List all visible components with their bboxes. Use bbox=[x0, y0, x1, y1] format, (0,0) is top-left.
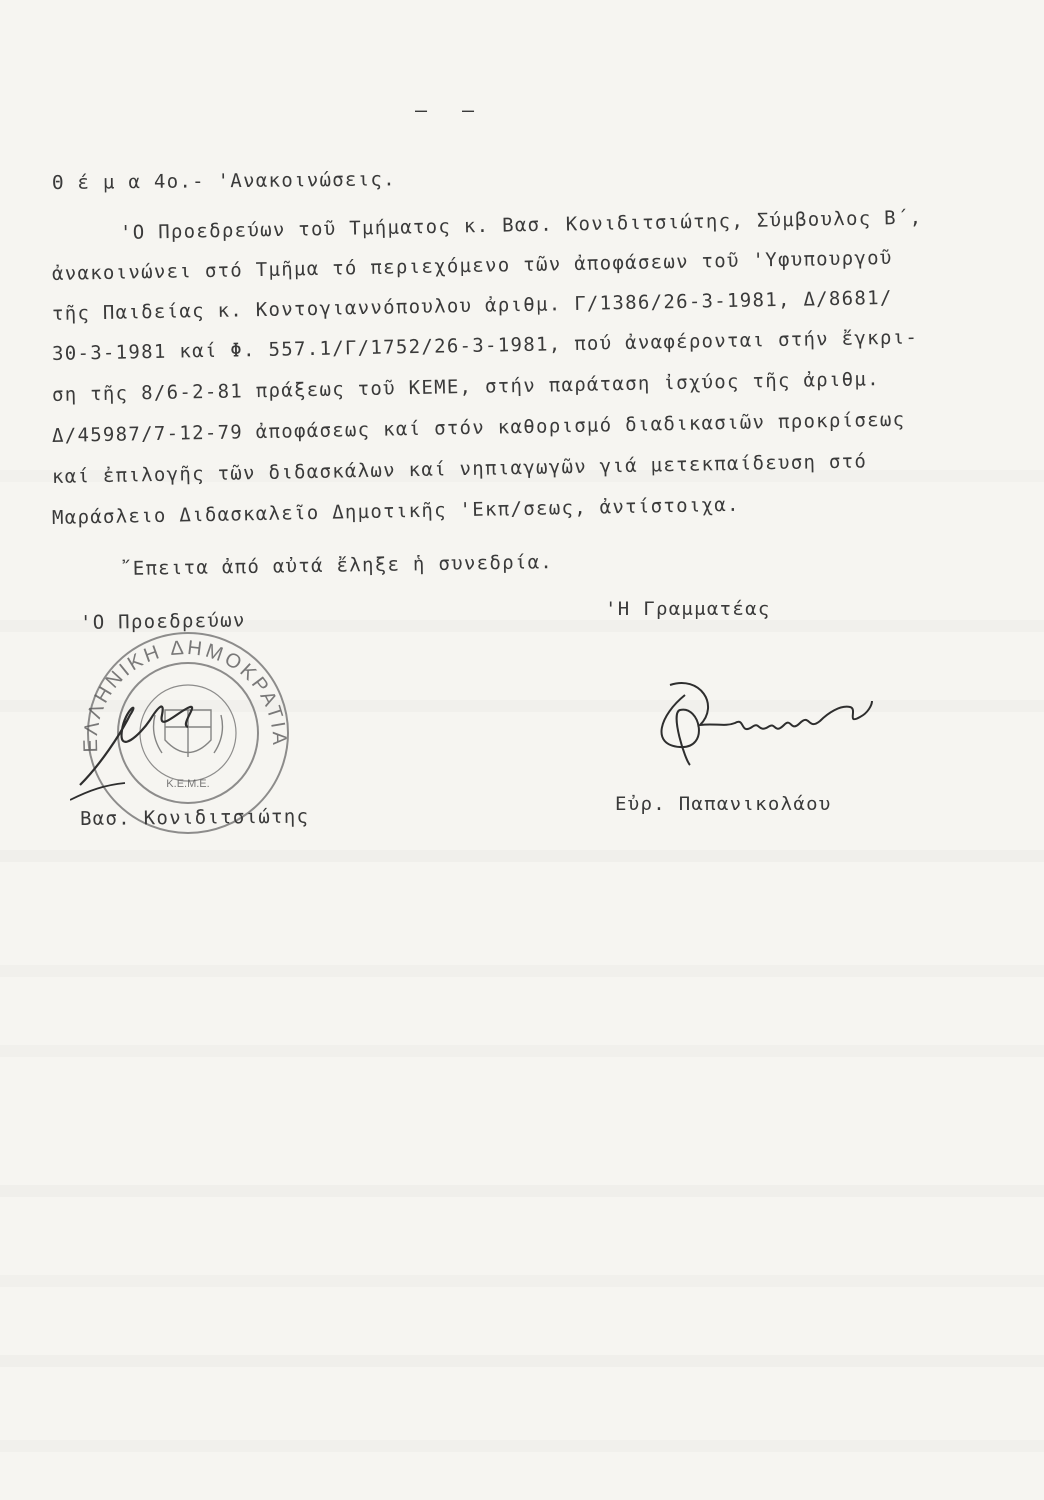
paragraph-line: τῆς Παιδείας κ. Κοντογιαννόπουλου ἀριθμ. Γ/1386/26-3-1981, Δ/8681/ bbox=[51, 286, 893, 325]
page-marker-right: – bbox=[462, 98, 475, 122]
paragraph-line: ση τῆς 8/6-2-81 πράξεως τοῦ ΚΕΜΕ, στήν παράταση ἰσχύος τῆς ἀριθμ. bbox=[51, 368, 881, 406]
closing-statement: ῎Επειτα ἀπό αὐτά ἔληξε ἡ συνεδρία. bbox=[119, 551, 554, 580]
paragraph-line: Μαράσλειο Διδασκαλεῖο Δημοτικῆς 'Εκπ/σεως, ἀντίστοιχα. bbox=[51, 493, 740, 529]
left-signatory-name: Βασ. Κονιδιτσιώτης bbox=[79, 805, 310, 830]
paragraph-line: ἀνακοινώνει στό Τμῆμα τό περιεχόμενο τῶν ἀποφάσεων τοῦ 'Υφυπουργοῦ bbox=[51, 246, 893, 285]
paragraph-line: καί ἐπιλογῆς τῶν διδασκάλων καί νηπιαγωγῶν γιά μετεκπαίδευση στό bbox=[51, 450, 868, 488]
section-heading: Θ έ μ α 4ο.- 'Ανακοινώσεις. bbox=[51, 168, 397, 194]
right-signatory-role: 'Η Γραμματέας bbox=[605, 598, 771, 620]
paragraph-line: 'Ο Προεδρεύων τοῦ Τμήματος κ. Βασ. Κονιδιτσιώτης, Σύμβουλος Β΄, bbox=[119, 206, 923, 244]
right-signatory-name: Εὐρ. Παπανικολάου bbox=[615, 793, 832, 815]
stamp-outer-text: ΕΛΛΗΝΙΚΗ ΔΗΜΟΚΡΑΤΙΑ bbox=[79, 636, 291, 753]
left-signatory-role: 'Ο Προεδρεύων bbox=[79, 609, 246, 634]
page-marker-left: – bbox=[415, 98, 428, 122]
stamp-bottom-text: Κ.Ε.Μ.Ε. bbox=[166, 778, 210, 790]
paragraph-line: 30-3-1981 καί Φ. 557.1/Γ/1752/26-3-1981, πού ἀναφέρονται στήν ἔγκρι- bbox=[51, 326, 919, 365]
paragraph-line: Δ/45987/7-12-79 ἀποφάσεως καί στόν καθορισμό διαδικασιῶν προκρίσεως bbox=[51, 408, 906, 447]
right-signature bbox=[640, 665, 880, 775]
